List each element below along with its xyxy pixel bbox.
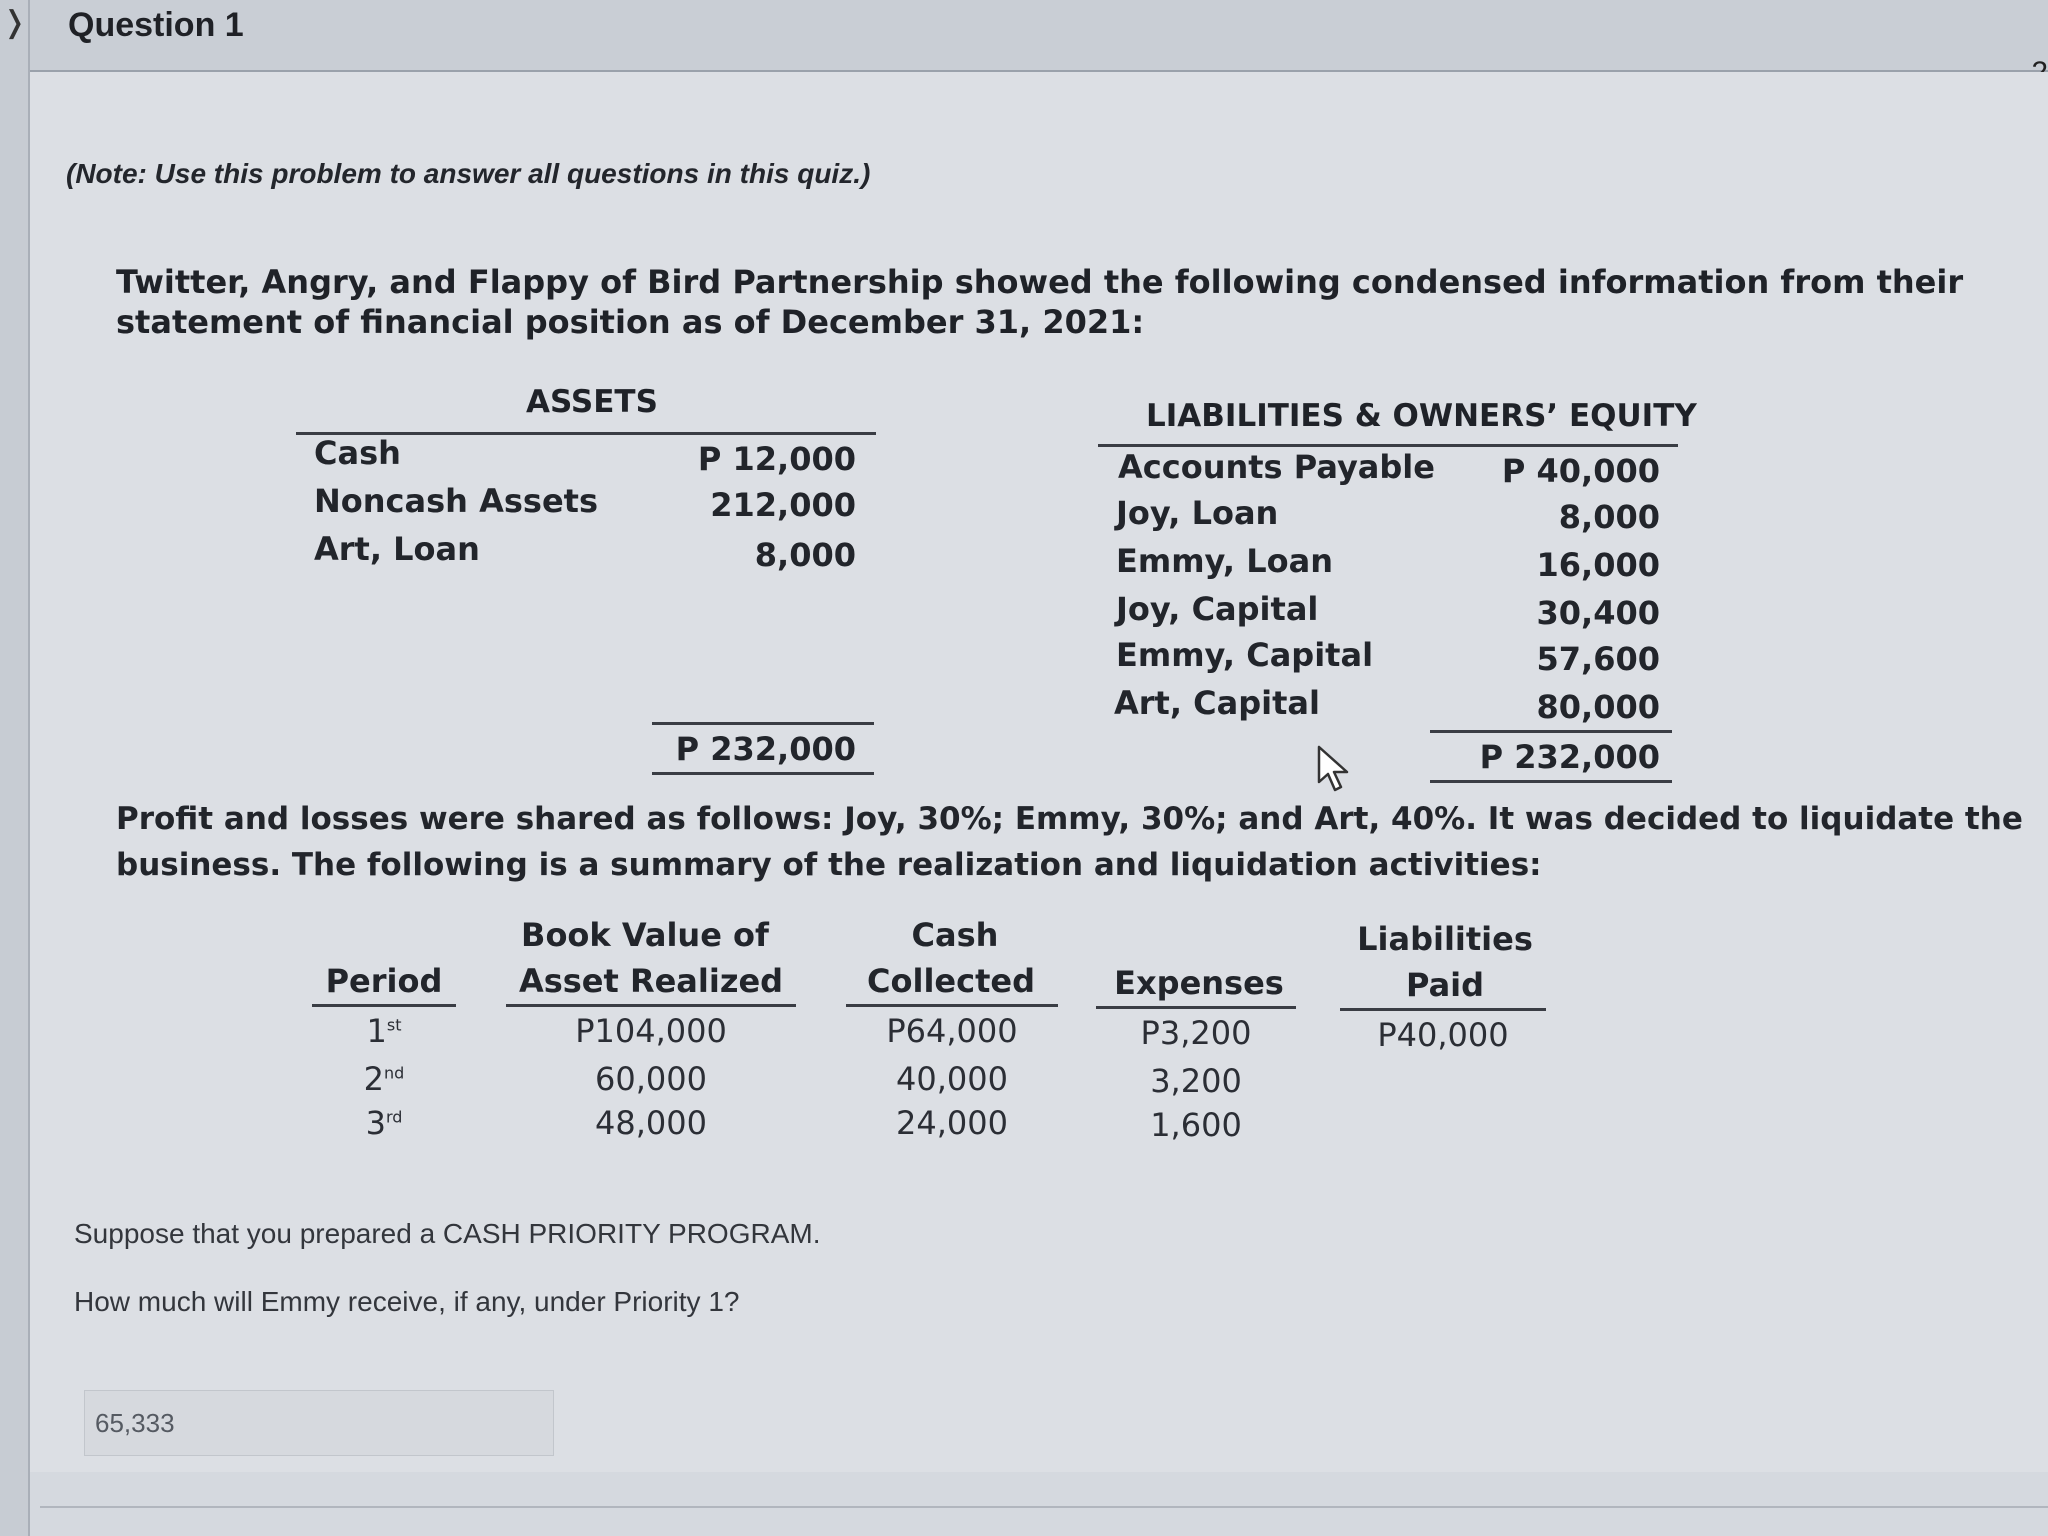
question-title: Question 1 bbox=[68, 6, 244, 44]
liability-label-accounts-payable: Accounts Payable bbox=[1118, 448, 1435, 486]
liability-label-emmy-loan: Emmy, Loan bbox=[1116, 542, 1333, 580]
equity-label-emmy-capital: Emmy, Capital bbox=[1116, 636, 1374, 674]
expenses-cell-3: 1,600 bbox=[1150, 1106, 1242, 1144]
cash-cell-1: P64,000 bbox=[886, 1012, 1018, 1050]
asset-value-art-loan: 8,000 bbox=[754, 536, 856, 574]
liability-label-joy-loan: Joy, Loan bbox=[1116, 494, 1279, 532]
liabilities-total-rule-bottom bbox=[1430, 780, 1672, 783]
period-cell-1 bbox=[312, 1012, 456, 1050]
period-number: 3 bbox=[365, 1104, 386, 1142]
equity-label-joy-capital: Joy, Capital bbox=[1116, 590, 1319, 628]
answer-input[interactable] bbox=[84, 1390, 554, 1456]
book-value-cell-2: 60,000 bbox=[595, 1060, 707, 1098]
liabilities-heading-rule bbox=[1098, 444, 1678, 447]
period-cell-2 bbox=[312, 1060, 456, 1098]
period-suffix: st bbox=[386, 1015, 402, 1035]
header-cash-line1: Cash bbox=[911, 916, 999, 954]
expenses-header-rule bbox=[1096, 1006, 1296, 1009]
asset-label-art-loan: Art, Loan bbox=[314, 530, 480, 568]
header-cash-line2: Collected bbox=[867, 962, 1035, 1000]
period-number: 1 bbox=[366, 1012, 387, 1050]
asset-label-cash: Cash bbox=[314, 434, 401, 472]
header-book-value-line1: Book Value of bbox=[521, 916, 769, 954]
header-period: Period bbox=[325, 962, 443, 1000]
liabilities-total-rule-top bbox=[1430, 730, 1672, 733]
expenses-cell-2: 3,200 bbox=[1150, 1062, 1242, 1100]
profit-sharing-text: Profit and losses were shared as follows: Joy, 30%; Emmy, 30%; and Art, 40%. It was decided to liquidate the business. The following is a summary of the realization and liquidation activities: bbox=[116, 801, 2023, 883]
liabilities-equity-total: P 232,000 bbox=[1479, 738, 1660, 776]
period-suffix: rd bbox=[385, 1107, 403, 1127]
equity-value-emmy-capital: 57,600 bbox=[1536, 640, 1660, 678]
assets-heading: ASSETS bbox=[526, 384, 658, 420]
left-sidebar-strip bbox=[0, 0, 30, 1536]
book-value-cell-3: 48,000 bbox=[595, 1104, 707, 1142]
problem-statement: Twitter, Angry, and Flappy of Bird Partnership showed the following condensed information from their statement of financial position as of December 31, 2021: bbox=[116, 263, 1964, 341]
asset-value-cash: P 12,000 bbox=[697, 440, 856, 478]
header-liabilities-line2: Paid bbox=[1405, 966, 1485, 1004]
equity-value-art-capital: 80,000 bbox=[1536, 688, 1660, 726]
liabilities-cell-1: P40,000 bbox=[1377, 1016, 1509, 1054]
asset-value-noncash: 212,000 bbox=[710, 486, 856, 524]
cash-cell-3: 24,000 bbox=[896, 1104, 1008, 1142]
quiz-note: (Note: Use this problem to answer all questions in this quiz.) bbox=[66, 158, 871, 189]
bottom-divider bbox=[40, 1506, 2048, 1508]
liabilities-equity-heading: LIABILITIES & OWNERS’ EQUITY bbox=[1146, 398, 1697, 434]
equity-label-art-capital: Art, Capital bbox=[1114, 684, 1320, 722]
cash-cell-2: 40,000 bbox=[896, 1060, 1008, 1098]
liabilities-header-rule bbox=[1340, 1008, 1546, 1011]
suppose-text: Suppose that you prepared a CASH PRIORITY PROGRAM. bbox=[74, 1218, 821, 1249]
period-number: 2 bbox=[363, 1060, 385, 1098]
period-cell-3 bbox=[312, 1104, 456, 1142]
assets-total: P 232,000 bbox=[675, 730, 856, 768]
liability-value-accounts-payable: P 40,000 bbox=[1501, 452, 1660, 490]
period-header-rule bbox=[312, 1004, 456, 1007]
period-suffix: nd bbox=[384, 1063, 405, 1083]
header-liabilities-line1: Liabilities bbox=[1357, 920, 1533, 958]
assets-total-rule-bottom bbox=[652, 772, 874, 775]
chevron-left-icon[interactable]: ❭ bbox=[2, 5, 28, 40]
liability-value-emmy-loan: 16,000 bbox=[1536, 546, 1660, 584]
question-header bbox=[30, 0, 2048, 72]
liability-value-joy-loan: 8,000 bbox=[1558, 498, 1660, 536]
header-book-value-line2: Asset Realized bbox=[518, 962, 784, 1000]
expenses-cell-1: P3,200 bbox=[1140, 1014, 1252, 1052]
mouse-pointer-icon bbox=[1316, 744, 1354, 794]
asset-label-noncash: Noncash Assets bbox=[314, 482, 598, 520]
book-value-cell-1: P104,000 bbox=[575, 1012, 727, 1050]
header-expenses: Expenses bbox=[1114, 964, 1284, 1002]
equity-value-joy-capital: 30,400 bbox=[1536, 594, 1660, 632]
question-prompt: How much will Emmy receive, if any, under Priority 1? bbox=[74, 1286, 740, 1317]
assets-total-rule-top bbox=[652, 722, 874, 725]
book-value-header-rule bbox=[506, 1004, 796, 1007]
cash-header-rule bbox=[846, 1004, 1058, 1007]
